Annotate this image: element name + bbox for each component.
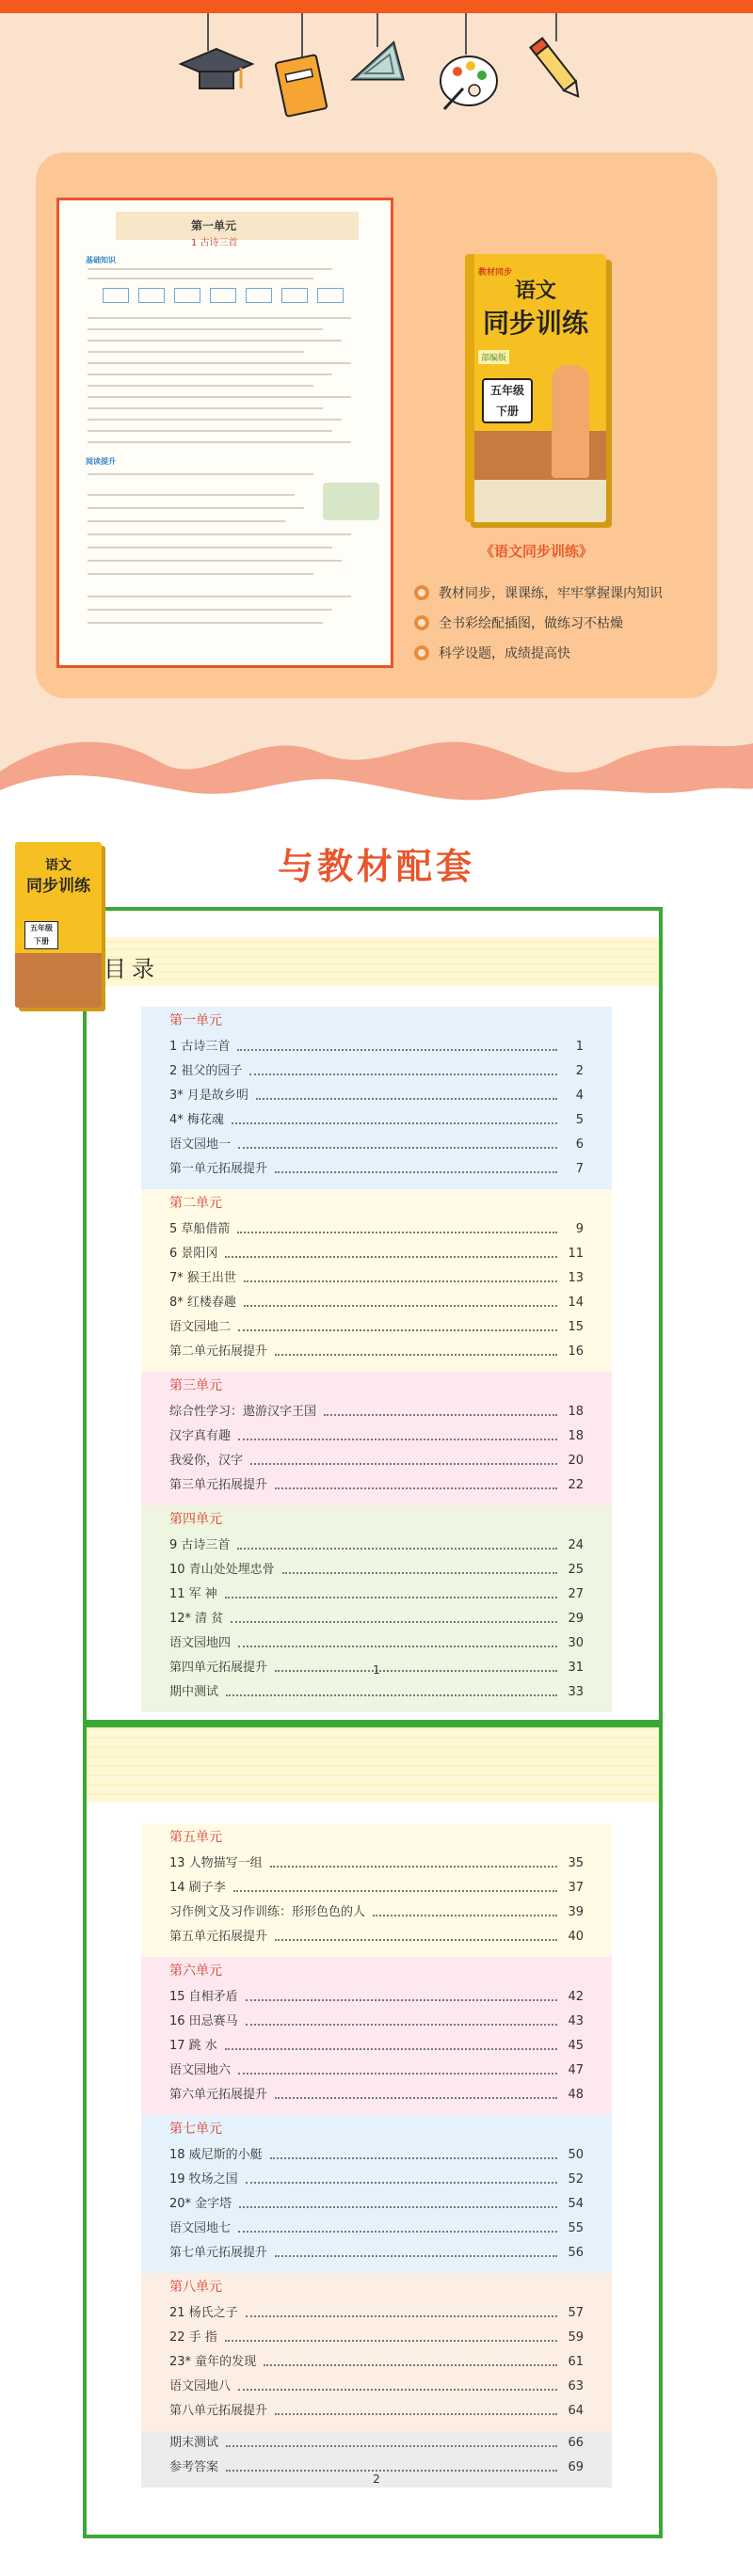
- toc-entry-page: 13: [568, 1271, 584, 1285]
- cover-illustration-table: [474, 480, 606, 522]
- toc-leader-dots: [275, 2408, 557, 2415]
- toc-leader-dots: [275, 1348, 557, 1356]
- toc-entry-label: 19 牧场之国: [169, 2172, 238, 2186]
- book-grade-line2: 下册: [495, 405, 519, 418]
- toc-entry-page: 39: [568, 1905, 584, 1919]
- toc-entry[interactable]: [141, 2241, 612, 2266]
- toc-entry[interactable]: [141, 1424, 612, 1449]
- toc-entry-page: 31: [568, 1661, 584, 1675]
- toc-entry-page: 59: [568, 2330, 584, 2345]
- toc-entry-label: 4* 梅花魂: [169, 1113, 224, 1127]
- book-grade-line1: 五年级: [30, 924, 53, 932]
- toc-unit-heading: 第三单元: [169, 1378, 222, 1393]
- toc-unit-block: [141, 1007, 612, 1189]
- text-line: [88, 441, 351, 443]
- toc-leader-dots: [225, 1591, 557, 1598]
- book-edition: 部编版: [478, 350, 509, 364]
- toc-entry-page: 35: [568, 1856, 584, 1870]
- toc-leader-dots: [238, 2225, 557, 2233]
- toc-entry-page: 15: [568, 1320, 584, 1334]
- toc-entry-page: 40: [568, 1930, 584, 1944]
- toc-unit-block: [141, 2115, 612, 2273]
- feature-text: 全书彩绘配插图，做练习不枯燥: [439, 616, 623, 631]
- toc-leader-dots: [233, 1884, 557, 1892]
- toc-leader-dots: [264, 2359, 557, 2366]
- toc-entry-page: 69: [568, 2460, 584, 2474]
- toc-unit-block: [141, 1957, 612, 2115]
- book-subject: 语文: [514, 279, 556, 303]
- toc-leader-dots: [246, 2018, 557, 2026]
- toc-entry-page: 25: [568, 1563, 584, 1577]
- toc-unit-block: [141, 1372, 612, 1505]
- toc-entry[interactable]: [141, 1291, 612, 1315]
- toc-leader-dots: [275, 2250, 557, 2257]
- toc-entry-label: 15 自相矛盾: [169, 1990, 238, 2004]
- toc-leader-dots: [244, 1299, 557, 1307]
- toc-entry-page: 45: [568, 2039, 584, 2053]
- toc-entry-label: 3* 月是故乡明: [169, 1089, 248, 1103]
- toc-leader-dots: [373, 1909, 557, 1916]
- toc-leader-dots: [225, 2043, 557, 2050]
- text-line: [88, 317, 351, 319]
- text-line: [88, 278, 313, 279]
- toc-entry-label: 5 草船借箭: [169, 1222, 231, 1236]
- toc-entry[interactable]: [141, 2301, 612, 2326]
- toc-entry[interactable]: [141, 2375, 612, 2399]
- text-line: [88, 473, 313, 475]
- toc-entry[interactable]: [141, 1925, 612, 1949]
- toc-entry-page: 30: [568, 1636, 584, 1650]
- text-line: [88, 573, 313, 575]
- toc-entry-page: 50: [568, 2148, 584, 2162]
- toc-entry[interactable]: [141, 2217, 612, 2241]
- toc-unit-heading: 第七单元: [169, 2122, 222, 2137]
- text-line: [88, 407, 323, 409]
- toc-entry-page: 33: [568, 1685, 584, 1699]
- toc-entry-page: 22: [568, 1478, 584, 1492]
- book-name: 同步训练: [26, 877, 90, 896]
- toc-entry[interactable]: [141, 1680, 612, 1705]
- bullet-icon: [414, 585, 429, 600]
- toc-entry-label: 18 威尼斯的小艇: [169, 2148, 263, 2162]
- toc-entry[interactable]: [141, 2143, 612, 2168]
- toc-entry[interactable]: [141, 1059, 612, 1084]
- toc-entry[interactable]: [141, 1217, 612, 1242]
- toc-unit-block: [141, 2273, 612, 2431]
- toc-entry-page: 43: [568, 2014, 584, 2028]
- toc-entry[interactable]: [141, 1084, 612, 1108]
- toc-leader-dots: [256, 1092, 557, 1100]
- toc-leader-dots: [246, 2310, 557, 2317]
- toc-title: 目录: [104, 956, 160, 982]
- feature-item: [414, 644, 570, 662]
- toc-leader-dots: [238, 1433, 557, 1440]
- toc-entry-page: 55: [568, 2221, 584, 2235]
- toc-entry[interactable]: [141, 1876, 612, 1900]
- toc-title-band: [87, 1727, 659, 1803]
- toc-entry-label: 第二单元拓展提升: [169, 1344, 268, 1359]
- text-line: [88, 396, 351, 398]
- toc-entry-label: 期中测试: [169, 1685, 219, 1699]
- toc-leader-dots: [226, 2440, 557, 2447]
- toc-entry[interactable]: [141, 1631, 612, 1656]
- toc-leader-dots: [282, 1566, 557, 1574]
- text-line: [88, 622, 323, 624]
- toc-leader-dots: [250, 1457, 557, 1465]
- toc-entry[interactable]: [141, 2010, 612, 2034]
- worksheet-lesson-title: 1 古诗三首: [191, 238, 238, 248]
- toc-entry-page: 14: [568, 1296, 584, 1310]
- toc-entry-label: 语文园地一: [169, 1137, 232, 1152]
- toc-entry[interactable]: [141, 1558, 612, 1582]
- text-line: [88, 268, 332, 270]
- book-grade: [482, 378, 533, 423]
- text-line: [88, 374, 332, 375]
- toc-leader-dots: [270, 1860, 557, 1868]
- book-cover: [465, 254, 606, 522]
- toc-entry-label: 1 古诗三首: [169, 1040, 231, 1054]
- book-grade: [24, 921, 58, 949]
- toc-leader-dots: [275, 1482, 557, 1489]
- worksheet-unit-title: 第一单元: [191, 219, 237, 232]
- section-headline: 与教材配套: [277, 846, 475, 887]
- triangle-ruler-icon: [350, 38, 407, 85]
- toc-entry[interactable]: [141, 1473, 612, 1498]
- toc-entry[interactable]: [141, 1035, 612, 1059]
- toc-entry-label: 6 景阳冈: [169, 1247, 218, 1261]
- text-line: [88, 385, 313, 387]
- text-line: [88, 560, 342, 562]
- toc-title-band: [85, 937, 659, 986]
- toc-entry-label: 语文园地二: [169, 1320, 232, 1334]
- book-grade-line1: 五年级: [489, 384, 524, 397]
- toc-entry-page: 18: [568, 1405, 584, 1419]
- toc-entry-label: 期末测试: [169, 2436, 219, 2450]
- toc-entry-label: 第六单元拓展提升: [169, 2088, 268, 2102]
- toc-leader-dots: [270, 2152, 557, 2159]
- text-line: [88, 340, 342, 342]
- toc-entry-label: 20* 金字塔: [169, 2197, 232, 2211]
- toc-unit-heading: 第一单元: [169, 1013, 222, 1028]
- toc-leader-dots: [239, 2201, 557, 2208]
- toc-leader-dots: [249, 1068, 557, 1075]
- toc-entry-page: 29: [568, 1612, 584, 1626]
- toc-entry[interactable]: [141, 1133, 612, 1157]
- feature-text: 教材同步，课课练，牢牢掌握课内知识: [439, 586, 663, 601]
- toc-entry[interactable]: [141, 2059, 612, 2083]
- cover-illustration-person: [552, 365, 589, 478]
- toc-entry-label: 11 军 神: [169, 1587, 217, 1601]
- toc-entry[interactable]: [141, 2192, 612, 2217]
- toc-entry-page: 24: [568, 1538, 584, 1552]
- toc-entry-label: 8* 红楼春趣: [169, 1296, 236, 1310]
- toc-entry-label: 语文园地六: [169, 2063, 232, 2077]
- toc-entry-page: 47: [568, 2063, 584, 2077]
- toc-entry-page: 48: [568, 2088, 584, 2102]
- toc-entry-label: 10 青山处处埋忠骨: [169, 1563, 275, 1577]
- pencil-icon: [523, 32, 591, 107]
- toc-entry-page: 27: [568, 1587, 584, 1601]
- worksheet-section-tag: 阅读提升: [86, 457, 116, 466]
- toc-entry-label: 13 人物描写一组: [169, 1856, 263, 1870]
- toc-entry-label: 语文园地七: [169, 2221, 232, 2235]
- toc-unit-heading: 第五单元: [169, 1830, 222, 1845]
- toc-leader-dots: [275, 1166, 557, 1173]
- toc-entry[interactable]: [141, 1900, 612, 1925]
- toc-entry-page: 56: [568, 2246, 584, 2260]
- toc-leader-dots: [244, 1275, 557, 1282]
- toc-entry-page: 7: [575, 1162, 584, 1176]
- top-accent-bar: [0, 0, 753, 13]
- toc-entry[interactable]: [141, 2168, 612, 2192]
- cover-illustration: [15, 953, 102, 1008]
- toc-leader-dots: [275, 2091, 557, 2099]
- book-subject: 语文: [45, 858, 72, 873]
- book-caption: 《语文同步训练》: [479, 543, 593, 560]
- text-line: [88, 419, 342, 421]
- book-grade-line2: 下册: [34, 937, 49, 946]
- toc-entry[interactable]: [141, 1315, 612, 1340]
- toc-leader-dots: [237, 1043, 557, 1051]
- toc-entry-page: 64: [568, 2404, 584, 2418]
- notebook-icon: [275, 53, 328, 119]
- toc-entry-label: 16 田忌赛马: [169, 2014, 238, 2028]
- text-line: [88, 362, 351, 364]
- worksheet-illustration: [323, 483, 379, 520]
- toc-entry-label: 语文园地八: [169, 2379, 232, 2393]
- toc-entry-label: 14 刷子李: [169, 1881, 226, 1895]
- toc-leader-dots: [226, 2464, 557, 2472]
- toc-leader-dots: [238, 1324, 557, 1331]
- toc-entry-label: 第七单元拓展提升: [169, 2246, 268, 2260]
- toc-entry-label: 第八单元拓展提升: [169, 2404, 268, 2418]
- toc-leader-dots: [275, 1933, 557, 1941]
- toc-entry[interactable]: [141, 1157, 612, 1182]
- toc-entry-page: 52: [568, 2172, 584, 2186]
- feature-item: [414, 613, 623, 632]
- toc-entry-label: 21 杨氏之子: [169, 2306, 238, 2320]
- toc-entry[interactable]: [141, 1852, 612, 1876]
- toc-leader-dots: [246, 1994, 557, 2001]
- toc-entry-label: 第三单元拓展提升: [169, 1478, 268, 1492]
- toc-entry-label: 2 祖父的园子: [169, 1064, 243, 1078]
- toc-entry[interactable]: [141, 1340, 612, 1364]
- worksheet-preview: [56, 198, 393, 668]
- toc-entry-page: 20: [568, 1454, 584, 1468]
- toc-entry-page: 4: [575, 1089, 584, 1103]
- toc-entry[interactable]: [141, 1582, 612, 1607]
- toc-entry-page: 5: [575, 1113, 584, 1127]
- toc-entry[interactable]: [141, 2326, 612, 2350]
- toc-entry-label: 第五单元拓展提升: [169, 1930, 268, 1944]
- toc-entry-page: 66: [568, 2436, 584, 2450]
- toc-entry-page: 57: [568, 2306, 584, 2320]
- wave-divider: [0, 715, 753, 819]
- toc-entry-label: 22 手 指: [169, 2330, 217, 2345]
- toc-leader-dots: [237, 1542, 557, 1550]
- toc-leader-dots: [225, 1250, 557, 1258]
- book-cover-thumbnail: [15, 842, 102, 1008]
- toc-entry-label: 7* 猴王出世: [169, 1271, 236, 1285]
- toc-unit-heading: 第六单元: [169, 1964, 222, 1979]
- text-line: [88, 533, 351, 535]
- toc-entry-page: 6: [575, 1137, 584, 1152]
- text-line: [88, 609, 332, 611]
- toc-leader-dots: [238, 1640, 557, 1647]
- toc-entry[interactable]: [141, 1242, 612, 1266]
- toc-entry-page: 1: [575, 1040, 584, 1054]
- toc-entry[interactable]: [141, 2350, 612, 2375]
- toc-entry-label: 综合性学习：遨游汉字王国: [169, 1405, 317, 1419]
- toc-entry-page: 9: [575, 1222, 584, 1236]
- toc-entry[interactable]: [141, 1607, 612, 1631]
- worksheet-section-tag: 基础知识: [86, 256, 116, 264]
- toc-entry-page: 61: [568, 2355, 584, 2369]
- bullet-icon: [414, 615, 429, 630]
- toc-entry[interactable]: [141, 2083, 612, 2107]
- toc-entry-page: 54: [568, 2197, 584, 2211]
- toc-entry[interactable]: [141, 1449, 612, 1473]
- toc-unit-block: [141, 1505, 612, 1712]
- toc-entry-page: 42: [568, 1990, 584, 2004]
- toc-leader-dots: [238, 1141, 557, 1149]
- toc-leader-dots: [324, 1408, 557, 1416]
- toc-entry-label: 第四单元拓展提升: [169, 1661, 268, 1675]
- bullet-icon: [414, 645, 429, 660]
- toc-entry[interactable]: [141, 1534, 612, 1558]
- book-name: 同步训练: [482, 308, 588, 339]
- toc-entry-label: 23* 童年的发现: [169, 2355, 257, 2369]
- text-line: [88, 507, 304, 509]
- text-line: [88, 328, 323, 330]
- text-line: [88, 494, 295, 496]
- toc-entry-page: 11: [568, 1247, 584, 1261]
- toc-entry-page: 18: [568, 1429, 584, 1443]
- toc-leader-dots: [246, 2176, 557, 2184]
- text-line: [88, 520, 285, 522]
- toc-entry-page: 16: [568, 1344, 584, 1359]
- toc-entry-label: 汉字真有趣: [169, 1429, 232, 1443]
- page-number: 1: [373, 1663, 380, 1677]
- toc-unit-block: [141, 1823, 612, 1957]
- toc-entry[interactable]: [141, 1985, 612, 2010]
- toc-entry[interactable]: [141, 1266, 612, 1291]
- toc-entry[interactable]: [141, 1400, 612, 1424]
- feature-text: 科学设题，成绩提高快: [439, 646, 570, 661]
- toc-unit-heading: 第八单元: [169, 2280, 222, 2295]
- toc-unit-heading: 第四单元: [169, 1512, 222, 1527]
- toc-entry-page: 37: [568, 1881, 584, 1895]
- pinyin-grid: [103, 288, 344, 303]
- book-badge: 教材同步: [478, 268, 513, 278]
- toc-entry-label: 习作例文及习作训练：形形色色的人: [169, 1905, 366, 1919]
- toc-leader-dots: [238, 2067, 557, 2075]
- toc-entry-label: 语文园地四: [169, 1636, 232, 1650]
- toc-unit-block: [141, 1189, 612, 1372]
- page-number: 2: [373, 2473, 380, 2486]
- toc-entry-label: 17 跳 水: [169, 2039, 217, 2053]
- toc-entry-label: 参考答案: [169, 2460, 219, 2474]
- toc-entry[interactable]: [141, 2431, 612, 2456]
- feature-item: [414, 583, 663, 602]
- text-line: [88, 547, 332, 549]
- paint-palette-icon: [435, 47, 503, 115]
- text-line: [88, 430, 332, 432]
- toc-entry[interactable]: [141, 1108, 612, 1133]
- toc-leader-dots: [231, 1615, 557, 1623]
- text-line: [88, 351, 304, 353]
- toc-unit-heading: 第二单元: [169, 1196, 222, 1211]
- toc-entry-page: 2: [575, 1064, 584, 1078]
- text-line: [88, 596, 351, 597]
- toc-entry[interactable]: [141, 2399, 612, 2424]
- toc-leader-dots: [238, 2383, 557, 2391]
- toc-entry-label: 我爱你，汉字: [169, 1454, 244, 1468]
- toc-entry[interactable]: [141, 2034, 612, 2059]
- toc-entry-label: 12* 清 贫: [169, 1612, 224, 1626]
- toc-leader-dots: [225, 2334, 557, 2342]
- toc-entry-page: 63: [568, 2379, 584, 2393]
- toc-leader-dots: [232, 1117, 557, 1124]
- toc-leader-dots: [226, 1689, 557, 1696]
- toc-entry-label: 第一单元拓展提升: [169, 1162, 268, 1176]
- graduation-cap-icon: [179, 45, 254, 102]
- toc-leader-dots: [237, 1226, 557, 1233]
- toc-entry-label: 9 古诗三首: [169, 1538, 231, 1552]
